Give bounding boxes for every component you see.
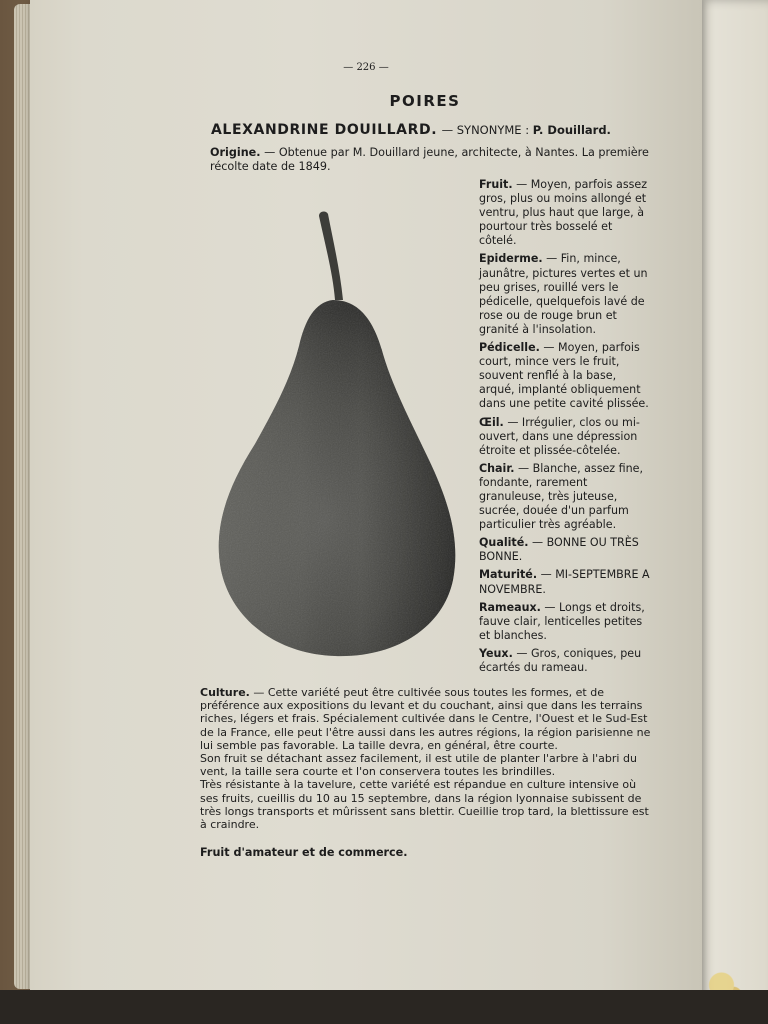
culture-paragraph-2: Son fruit se détachant assez facilement, il est utile de planter l'arbre à l'abri du vent, la taille sera courte et l'on conservera toutes les brindilles.	[200, 752, 637, 779]
entry-text: — Irrégulier, clos ou mi-ouvert, dans une dépression étroite et plissée-côtelée.	[479, 415, 640, 457]
entry-text: — Blanche, assez fine, fondante, rarement granuleuse, très juteuse, sucrée, douée d'un parfum particulier très agréable.	[479, 461, 644, 532]
culture-paragraph-3: Très résistante à la tavelure, cette variété est répandue en culture intensive où ses fruits, cueillis du 10 au 15 septembre, dans la région lyonnaise subissent de très longs transports et mûrissent sans blettir. Cueillie trop tard, la blettissure est à craindre.	[200, 778, 649, 832]
entry-epiderme	[479, 252, 651, 337]
entry-text: — Moyen, parfois assez gros, plus ou moins allongé et ventru, plus haut que large, à pourtour très bosselé et côtelé.	[479, 178, 648, 248]
pear-illustration	[215, 208, 465, 663]
entry-label: Chair.	[479, 461, 515, 475]
entry-qualite	[479, 536, 651, 564]
variety-name: ALEXANDRINE DOUILLARD.	[211, 122, 438, 138]
entry-label: Epiderme.	[479, 252, 543, 266]
entry-text: — Moyen, parfois court, mince vers le fruit, souvent renflé à la base, arqué, implanté obliquement dans une petite cavité plissée.	[479, 341, 649, 411]
synonym-value: P. Douillard.	[532, 123, 611, 137]
entry-maturite	[479, 568, 651, 596]
culture-label: Culture.	[200, 686, 250, 699]
culture-text: — Cette variété peut être cultivée sous toutes les formes, et de préférence aux expositions du levant et du couchant, ainsi que dans les terrains riches, légers et frais. Spécialement cultivée dans le Centre, l'Ouest et le Sud-Est de la France, elle peut l'être aussi dans les autres régions, la région parisienne ne lui semble pas favorable. La taille devra, en général, être courte.	[200, 686, 651, 752]
bottom-shadow	[0, 990, 768, 1024]
culture-section	[200, 686, 652, 831]
synonym-prefix: — SYNONYME :	[441, 123, 530, 137]
entry-text: — BONNE OU TRÈS BONNE.	[479, 536, 639, 564]
pear-texture	[219, 300, 456, 656]
entry-label: Fruit.	[479, 178, 513, 191]
book-page	[30, 0, 702, 1010]
pear-image	[215, 208, 465, 663]
page-number: — 226 —	[343, 62, 389, 73]
description-column	[479, 178, 651, 679]
entry-label: Maturité.	[479, 568, 538, 582]
entry-text: — Longs et droits, fauve clair, lenticelles petites et blanches.	[479, 600, 645, 642]
entry-yeux	[479, 647, 651, 675]
entry-text: — Fin, mince, jaunâtre, pictures vertes et un peu grises, rouillé vers le pédicelle, quelquefois lavé de rose ou de rouge brun et granité à l'insolation.	[479, 252, 648, 336]
origin-paragraph	[210, 146, 658, 174]
entry-text: — Gros, coniques, peu écartés du rameau.	[479, 646, 642, 674]
entry-label: Qualité.	[479, 536, 529, 550]
entry-label: Œil.	[479, 415, 504, 429]
entry-label: Yeux.	[479, 646, 513, 660]
pear-stem	[319, 212, 343, 300]
entry-pedicelle	[479, 341, 651, 411]
entry-label: Rameaux.	[479, 600, 541, 614]
entry-text: — MI-SEPTEMBRE A NOVEMBRE.	[479, 568, 650, 596]
entry-chair	[479, 462, 651, 532]
culture-paragraph-1	[200, 686, 652, 752]
origin-text: — Obtenue par M. Douillard jeune, architecte, à Nantes. La première récolte date de 1849.	[210, 146, 649, 173]
entry-fruit	[479, 178, 651, 248]
section-title: POIRES	[389, 92, 461, 110]
variety-heading	[211, 122, 681, 138]
synonym-line	[442, 123, 611, 137]
closing-line: Fruit d'amateur et de commerce.	[200, 846, 408, 859]
entry-rameaux	[479, 601, 651, 643]
entry-label: Pédicelle.	[479, 341, 540, 355]
origin-label: Origine.	[210, 146, 261, 159]
entry-oeil	[479, 416, 651, 458]
